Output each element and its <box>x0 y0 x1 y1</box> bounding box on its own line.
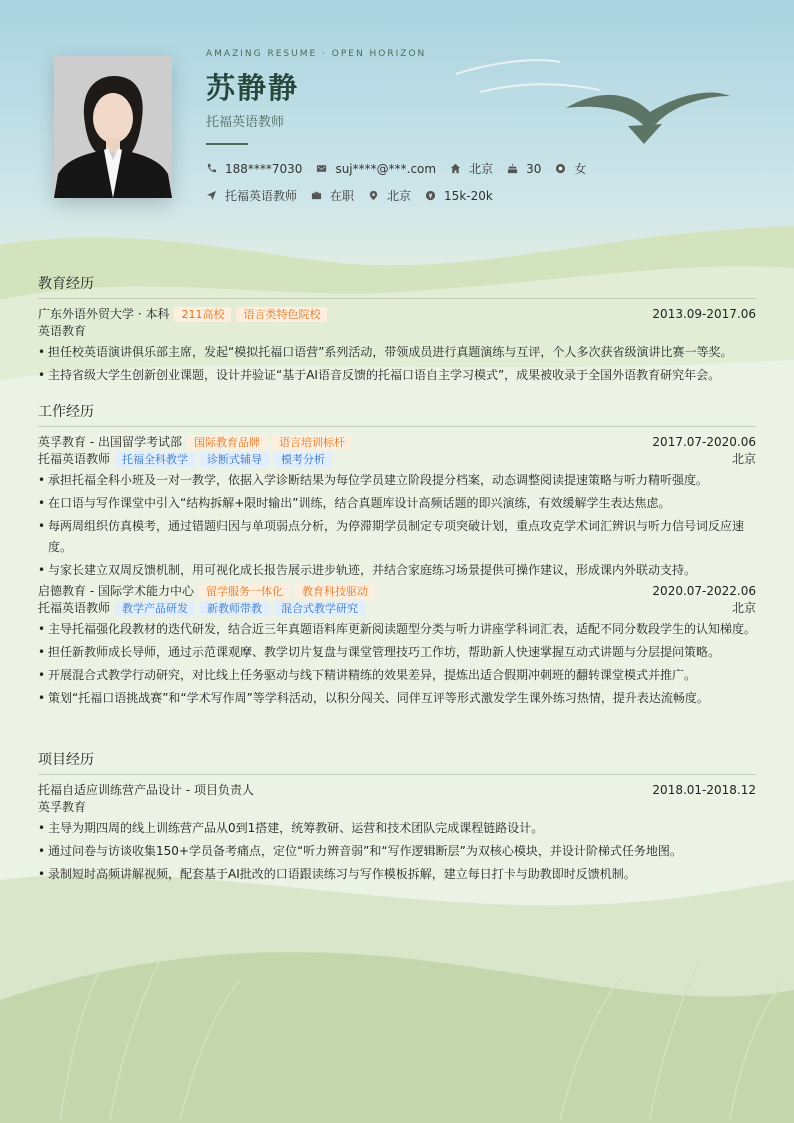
list-item: • 录制短时高频讲解视频，配套基于AI批改的口语跟读练习与写作模板拆解，建立每日打卡与助教即时反馈机制。 <box>38 864 756 885</box>
list-item: • 主导为期四周的线上训练营产品从0到1搭建，统筹教研、运营和技术团队完成课程链路设计。 <box>38 818 756 839</box>
bullet-list <box>38 619 756 709</box>
home-icon <box>450 163 461 174</box>
info-phone: 188****7030 <box>206 162 302 176</box>
major: 英语教育 <box>38 324 87 338</box>
info-target-job: 托福英语教师 <box>206 187 297 204</box>
school-tag: 211高校 <box>174 307 231 322</box>
candidate-name: 苏静静 <box>206 71 300 105</box>
company-tag: 语言培训标杆 <box>272 435 352 450</box>
education-section <box>38 273 756 388</box>
work-entry <box>38 434 756 581</box>
position-tag: 模考分析 <box>274 452 332 467</box>
date-range: 2013.09-2017.06 <box>652 307 756 321</box>
cake-icon <box>507 163 518 174</box>
info-status: 在职 <box>311 187 354 204</box>
list-item: • 在口语与写作课堂中引入“结构拆解+限时输出”训练，结合真题库设计高频话题的即兴演练，有效缓解学生表达焦虑。 <box>38 493 756 514</box>
info-gender: 女 <box>555 160 586 177</box>
list-item: • 担任校英语演讲俱乐部主席，发起“模拟托福口语营”系列活动，带领成员进行真题演练与互评，个人多次获省级演讲比赛一等奖。 <box>38 342 756 363</box>
section-title: 项目经历 <box>38 749 756 775</box>
date-range: 2020.07-2022.06 <box>652 584 756 598</box>
position-tag: 托福全科教学 <box>115 452 195 467</box>
date-range: 2018.01-2018.12 <box>652 783 756 797</box>
info-email: suj****@***.com <box>316 162 436 176</box>
candidate-role: 托福英语教师 <box>206 115 285 130</box>
list-item: • 主持省级大学生创新创业课题，设计并验证“基于AI语音反馈的托福口语自主学习模式”，成果被收录于全国外语教育研究年会。 <box>38 365 756 386</box>
project-entry <box>38 782 756 885</box>
company-tag: 教育科技驱动 <box>295 584 375 599</box>
send-icon <box>206 190 217 201</box>
list-item: • 通过问卷与访谈收集150+学员备考痛点，定位“听力辨音弱”和“写作逻辑断层”为双核心模块，并设计阶梯式任务地图。 <box>38 841 756 862</box>
company-name: 英孚教育 - 出国留学考试部 <box>38 435 182 449</box>
contact-info-row-2 <box>206 187 507 204</box>
list-item: • 策划“托福口语挑战赛”和“学术写作周”等学科活动，以积分闯关、同伴互评等形式激发学生课外练习热情，提升表达流畅度。 <box>38 688 756 709</box>
info-age: 30 <box>507 162 541 176</box>
position-tag: 混合式教学研究 <box>274 601 365 616</box>
profile-photo <box>54 56 172 198</box>
list-item: • 主导托福强化段教材的迭代研发，结合近三年真题语料库更新阅读题型分类与听力讲座学科词汇表，适配不同分数段学生的认知梯度。 <box>38 619 756 640</box>
company-tag: 国际教育品牌 <box>187 435 267 450</box>
city: 北京 <box>731 452 756 466</box>
header-divider <box>206 143 248 145</box>
list-item: • 每两周组织仿真模考，通过错题归因与单项弱点分析，为停滞期学员制定专项突破计划，重点攻克学术词汇辨识与听力信号词反应速度。 <box>38 516 756 558</box>
phone-icon <box>206 163 217 174</box>
school-name: 广东外语外贸大学 · 本科 <box>38 307 170 321</box>
position-tag: 教学产品研发 <box>115 601 195 616</box>
education-entry <box>38 306 756 386</box>
gender-icon <box>555 163 566 174</box>
contact-info-row-1 <box>206 160 600 177</box>
briefcase-icon <box>311 190 322 201</box>
list-item: • 担任新教师成长导师，通过示范课观摩、教学切片复盘与课堂管理技巧工作坊，帮助新人快速掌握互动式讲题与分层提问策略。 <box>38 642 756 663</box>
list-item: • 承担托福全科小班及一对一教学，依据入学诊断结果为每位学员建立阶段提分档案，动态调整阅读提速策略与听力精听强度。 <box>38 470 756 491</box>
info-hometown: 北京 <box>450 160 493 177</box>
position-title: 托福英语教师 <box>38 601 111 615</box>
info-salary: 15k-20k <box>425 189 493 203</box>
city: 北京 <box>731 601 756 615</box>
company-tag: 留学服务一体化 <box>199 584 290 599</box>
section-title: 教育经历 <box>38 273 756 299</box>
bullet-list <box>38 818 756 885</box>
money-icon <box>425 190 436 201</box>
mail-icon <box>316 163 327 174</box>
list-item: • 与家长建立双周反馈机制，用可视化成长报告展示进步轨迹，并结合家庭练习场景提供可操作建议，形成课内外联动支持。 <box>38 560 756 581</box>
school-tag: 语言类特色院校 <box>236 307 327 322</box>
bullet-list <box>38 342 756 386</box>
position-tag: 新教师带教 <box>200 601 269 616</box>
project-org: 英孚教育 <box>38 800 87 814</box>
work-entry <box>38 583 756 709</box>
section-title: 工作经历 <box>38 401 756 427</box>
list-item: • 开展混合式教学行动研究，对比线上任务驱动与线下精讲精练的效果差异，提炼出适合假期冲刺班的翻转课堂模式并推广。 <box>38 665 756 686</box>
projects-section <box>38 749 756 887</box>
work-section <box>38 401 756 711</box>
info-location: 北京 <box>368 187 411 204</box>
position-tag: 诊断式辅导 <box>200 452 269 467</box>
location-pin-icon <box>368 190 379 201</box>
bullet-list <box>38 470 756 581</box>
company-name: 启德教育 - 国际学术能力中心 <box>38 584 194 598</box>
tagline: AMAZING RESUME · OPEN HORIZON <box>206 49 427 59</box>
project-name: 托福自适应训练营产品设计 - 项目负责人 <box>38 783 254 797</box>
position-title: 托福英语教师 <box>38 452 111 466</box>
date-range: 2017.07-2020.06 <box>652 435 756 449</box>
